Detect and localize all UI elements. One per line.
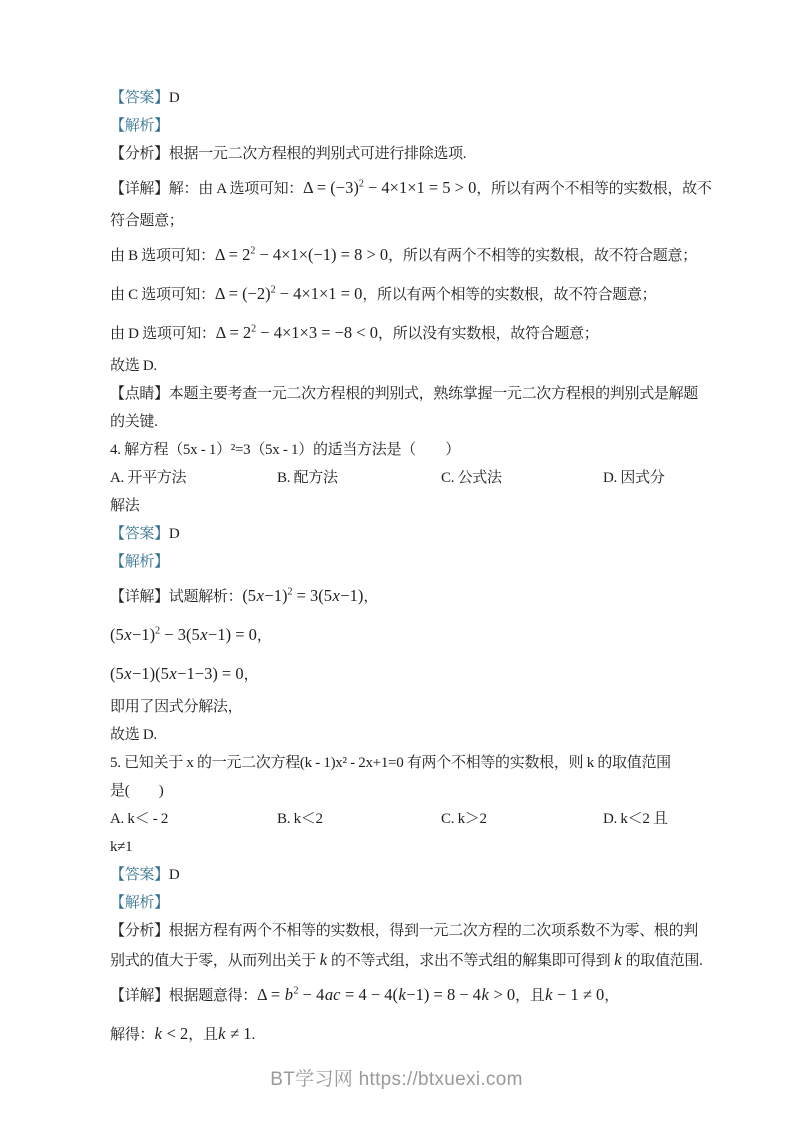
text-segment: 故选 D. bbox=[110, 358, 157, 374]
note-line-q3-cont bbox=[110, 414, 696, 431]
question-4-stem bbox=[110, 442, 696, 459]
answer-line-q4 bbox=[110, 526, 696, 543]
detail-line-q3-c bbox=[110, 280, 696, 309]
conclusion-line-q4 bbox=[110, 727, 696, 744]
math-formula: $\Delta = 2^2 - 4\times 1\times(-1) = 8 > 0$ bbox=[214, 245, 389, 264]
bracket-label: 【答案】 bbox=[110, 867, 169, 883]
answer-line-q5 bbox=[110, 867, 696, 884]
text-segment: ， bbox=[243, 667, 259, 683]
option-item: C. k＞2 bbox=[441, 811, 487, 827]
option-item: D. 因式分 bbox=[603, 470, 665, 486]
math-formula: $\Delta = b^2 - 4ac = 4 - 4(k-1) = 8 - 4k > 0$ bbox=[257, 985, 516, 1004]
analysis-line-q5 bbox=[110, 923, 699, 940]
bracket-label: 【解析】 bbox=[110, 554, 169, 570]
text-segment: ， bbox=[256, 628, 272, 644]
conclusion-line-q3 bbox=[110, 358, 696, 375]
text-segment: 5. 已知关于 x 的一元二次方程(k - 1)x² - 2x+1=0 有两个不相等的实数根，则 k 的取值范围 bbox=[110, 755, 671, 771]
answer-line-q3 bbox=[110, 90, 696, 107]
detail-line-q4-step2 bbox=[110, 621, 696, 650]
text-segment: 由 C 选项可知： bbox=[110, 287, 215, 303]
text-segment: 解得： bbox=[110, 1027, 155, 1043]
text-segment: 【详解】解：由 A 选项可知： bbox=[110, 181, 304, 197]
page-footer: BT学习网 https://btxuexi.com bbox=[270, 1069, 523, 1090]
detail-line-q3-d bbox=[110, 319, 696, 348]
text-segment: 【分析】根据方程有两个不相等的实数根，得到一元二次方程的二次项系数不为零、根的判 bbox=[110, 923, 699, 939]
math-formula: k bbox=[319, 950, 328, 969]
detail-line-q4-method bbox=[110, 699, 696, 716]
text-segment: 【详解】试题解析： bbox=[110, 589, 243, 605]
question-4-options bbox=[110, 470, 696, 487]
detail-line-q3-a-cont bbox=[110, 213, 696, 230]
text-segment: 是( ) bbox=[110, 783, 164, 799]
text-segment: . bbox=[251, 1027, 255, 1043]
option-item: A. k＜ - 2 bbox=[110, 811, 169, 827]
text-segment: 【详解】根据题意得： bbox=[110, 988, 258, 1004]
text-segment: 别式的值大于零，从而列出关于 bbox=[110, 953, 320, 969]
math-formula: k ≠ 1 bbox=[218, 1024, 252, 1043]
question-5-options bbox=[110, 811, 696, 828]
math-formula: k < 2 bbox=[154, 1024, 189, 1043]
math-formula: k bbox=[614, 950, 622, 969]
question-5-stem bbox=[110, 755, 696, 772]
text-segment: 解法 bbox=[110, 498, 140, 514]
bracket-label: 【解析】 bbox=[110, 118, 169, 134]
text-segment: 的不等式组，求出不等式组的解集即可得到 bbox=[327, 953, 614, 969]
question-4-option-overflow bbox=[110, 498, 696, 515]
detail-line-q3-b bbox=[110, 241, 696, 270]
text-segment: 【点睛】本题主要考查一元二次方程根的判别式，熟练掌握一元二次方程根的判别式是解题 bbox=[110, 386, 699, 402]
bracket-label: 【答案】 bbox=[110, 90, 169, 106]
option-item: C. 公式法 bbox=[441, 470, 502, 486]
option-item: D. k＜2 且 bbox=[603, 811, 668, 827]
analysis-header-q4 bbox=[110, 554, 696, 571]
text-segment: ，所以有两个不相等的实数根，故不 bbox=[476, 181, 712, 197]
detail-line-q4-step3 bbox=[110, 660, 696, 689]
bracket-label: 【答案】 bbox=[110, 526, 169, 542]
text-segment: D bbox=[168, 90, 180, 106]
text-segment: 由 B 选项可知： bbox=[110, 248, 215, 264]
math-formula: (5x−1)(5x−1−3) = 0 bbox=[110, 664, 244, 683]
text-segment: D bbox=[168, 526, 180, 542]
math-formula: $(5x-1)^2 = 3(5x-1)$ bbox=[242, 586, 364, 605]
text-segment: ，所以有两个不相等的实数根，故不符合题意； bbox=[388, 248, 697, 264]
text-segment: ， bbox=[604, 988, 619, 1004]
analysis-header-q3 bbox=[110, 118, 696, 135]
document-content bbox=[110, 90, 712, 1059]
math-formula: $\Delta = (-3)^2 - 4\times 1\times 1 = 5 > 0$ bbox=[303, 178, 477, 197]
question-5-option-overflow bbox=[110, 839, 696, 856]
text-segment: 【分析】根据一元二次方程根的判别式可进行排除选项. bbox=[110, 146, 467, 162]
text-segment: 的取值范围. bbox=[622, 953, 703, 969]
text-segment: 故选 D. bbox=[110, 727, 157, 743]
detail-line-q5 bbox=[110, 981, 696, 1010]
math-formula: k − 1 ≠ 0 bbox=[545, 985, 605, 1004]
option-item: B. k＜2 bbox=[277, 811, 323, 827]
text-segment: ，且 bbox=[515, 988, 545, 1004]
text-segment: ，所以有两个相等的实数根，故不符合题意； bbox=[362, 287, 657, 303]
detail-line-q3-a bbox=[110, 174, 712, 203]
math-formula: $(5x-1)^2 - 3(5x-1) = 0$ bbox=[110, 625, 257, 644]
question-5-stem-cont bbox=[110, 783, 696, 800]
detail-line-q4-step1 bbox=[110, 582, 696, 611]
note-line-q3 bbox=[110, 386, 699, 403]
text-segment: 即用了因式分解法， bbox=[110, 699, 243, 715]
bracket-label: 【解析】 bbox=[110, 895, 169, 911]
text-segment: D bbox=[168, 867, 180, 883]
text-segment: ，所以没有实数根，故符合题意； bbox=[378, 326, 599, 342]
text-segment: k≠1 bbox=[110, 839, 133, 855]
text-segment: 符合题意； bbox=[110, 213, 184, 229]
option-item: B. 配方法 bbox=[277, 470, 338, 486]
text-segment: 的关键. bbox=[110, 414, 158, 430]
text-segment: ，且 bbox=[188, 1027, 218, 1043]
analysis-line-q5-cont bbox=[110, 950, 703, 970]
analysis-line-q3 bbox=[110, 146, 696, 163]
math-formula: $\Delta = 2^2 - 4\times 1\times 3 = -8 < 0$ bbox=[215, 323, 378, 342]
option-item: A. 开平方法 bbox=[110, 470, 187, 486]
text-segment: 4. 解方程（5x - 1）²=3（5x - 1）的适当方法是（ ） bbox=[110, 442, 460, 458]
math-formula: $\Delta = (-2)^2 - 4\times 1\times 1 = 0$ bbox=[214, 284, 363, 303]
analysis-header-q5 bbox=[110, 895, 696, 912]
text-segment: 由 D 选项可知： bbox=[110, 326, 216, 342]
solution-line-q5 bbox=[110, 1020, 696, 1049]
text-segment: ， bbox=[363, 589, 379, 605]
